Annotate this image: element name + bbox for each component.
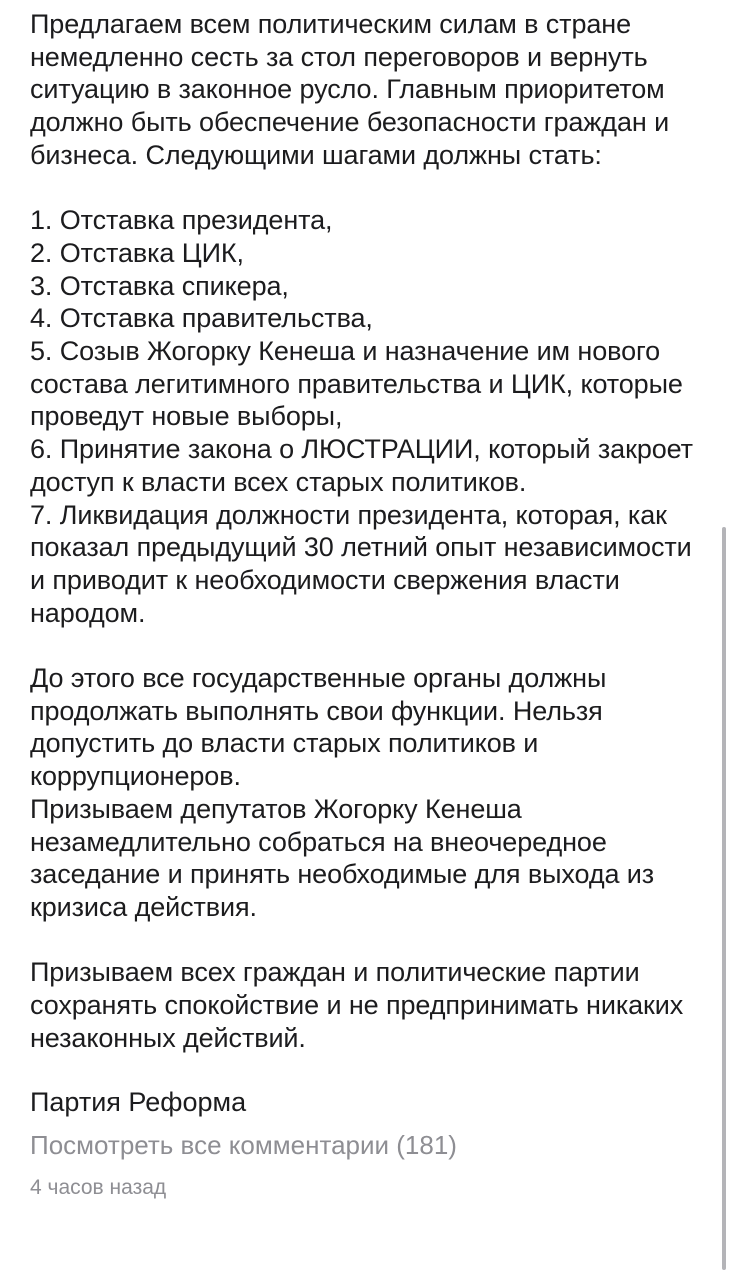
paragraph-spacer (30, 172, 710, 205)
citizens-paragraph: Призываем всех граждан и политические партии сохранять спокойствие и не предпринимать никаких незаконных действий. (30, 957, 684, 1053)
state-bodies-paragraph: До этого все государственные органы должны продолжать выполнять свои функции. Нельзя допустить до власти старых политиков и коррупционеров. (30, 663, 607, 792)
list-item: 6. Принятие закона о ЛЮСТРАЦИИ, который закроет доступ к власти всех старых политиков. (30, 434, 693, 497)
list-item: 4. Отставка правительства, (30, 303, 373, 334)
deputies-paragraph: Призываем депутатов Жогорку Кенеша незамедлительно собраться на внеочередное заседание и принять необходимые для выхода из кризиса действия. (30, 793, 655, 922)
post-author: Партия Реформа (30, 1087, 247, 1118)
vertical-scrollbar[interactable] (722, 527, 726, 1270)
post-caption (30, 8, 710, 1203)
paragraph-spacer (30, 924, 710, 957)
list-item: 5. Созыв Жогорку Кенеша и назначение им нового состава легитимного правительства и ЦИК, которые проведут новые выборы, (30, 336, 683, 432)
list-item: 2. Отставка ЦИК, (30, 237, 244, 268)
view-comments-link[interactable]: Посмотреть все комментарии (181) (30, 1130, 457, 1161)
list-item: 1. Отставка президента, (30, 205, 333, 236)
demands-list (30, 204, 710, 629)
paragraph-spacer (30, 629, 710, 662)
list-item: 3. Отставка спикера, (30, 270, 289, 301)
list-item: 7. Ликвидация должности президента, которая, как показал предыдущий 30 летний опыт независимости и приводит к необходимости свержения власти народом. (30, 499, 692, 628)
intro-paragraph: Предлагаем всем политическим силам в стране немедленно сесть за стол переговоров и вернуть ситуацию в законное русло. Главным приоритетом должно быть обеспечение безопасности граждан и бизнеса. Следующими шагами должны стать: (30, 9, 670, 170)
post-timestamp: 4 часов назад (30, 1176, 167, 1200)
